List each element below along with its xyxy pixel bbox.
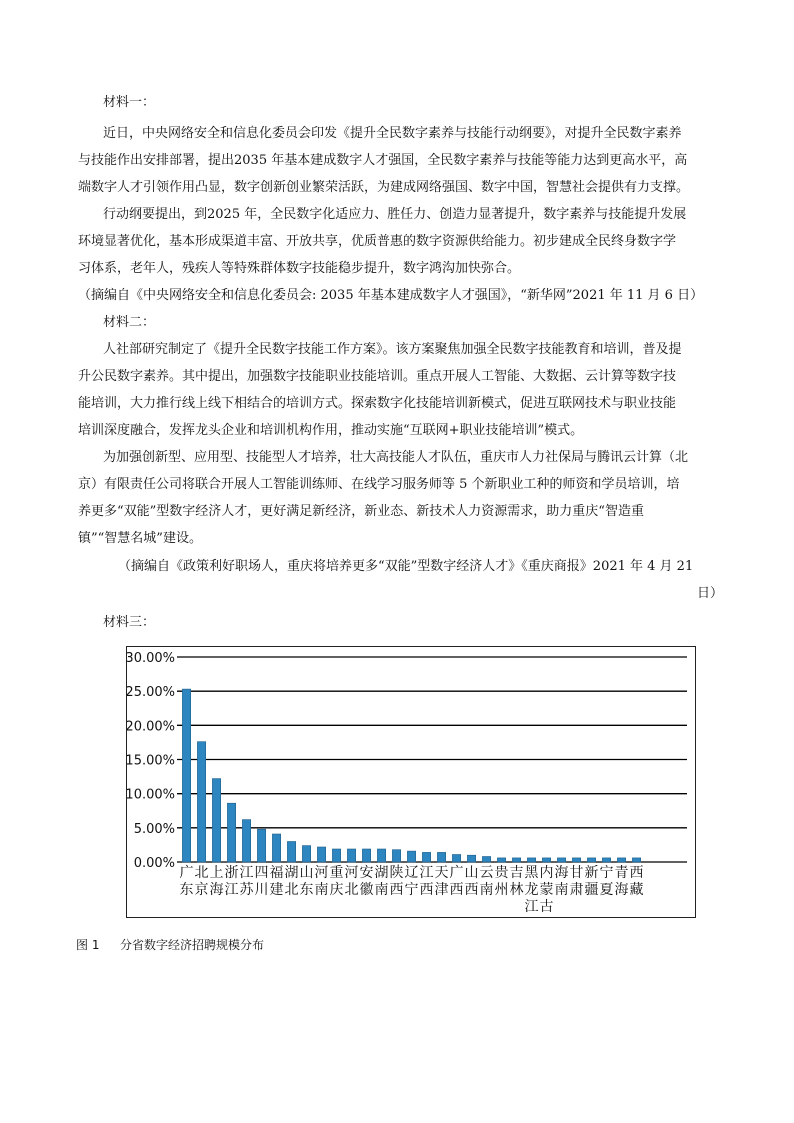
x-tick-label: 陕西 — [389, 865, 404, 898]
y-tick-label: 5.00% — [133, 821, 175, 837]
figure-number: 图 1 — [76, 938, 100, 952]
material2-p2-line: 为加强创新型、应用型、技能型人才培养，壮大高技能人才队伍，重庆市人力社保局与腾讯云计算（北 — [103, 450, 689, 465]
bar-北京 — [197, 742, 205, 862]
x-tick-label: 福建 — [269, 865, 284, 898]
recruitment-bar-chart — [127, 647, 695, 917]
x-tick-label: 黑龙江 — [524, 865, 539, 915]
bar-云南 — [482, 857, 490, 863]
material2-p2-line: 养更多“双能”型数字经济人才，更好满足新经济，新业态、新技术人力资源需求，助力重庆“智造重 — [78, 504, 644, 519]
material2-p1-line: 升公民数字素养。其中提出，加强数字技能职业技能培训。重点开展人工智能、大数据、云计算等数字技 — [78, 369, 677, 384]
bar-河北 — [347, 849, 355, 862]
material2-p1-line: 能培训，大力推行线上线下相结合的培训方式。探索数字化技能培训新模式，促进互联网技术与职业技能 — [78, 396, 677, 411]
x-tick-label: 吉林 — [509, 865, 524, 898]
bar-山西 — [467, 855, 475, 862]
bar-辽宁 — [407, 851, 415, 862]
x-tick-label: 四川 — [254, 865, 269, 898]
x-tick-label: 安徽 — [359, 865, 374, 898]
bar-宁夏 — [602, 858, 610, 862]
x-tick-label: 辽宁 — [404, 865, 419, 898]
x-tick-label: 北京 — [194, 865, 209, 898]
bar-内蒙古 — [542, 858, 550, 862]
bar-福建 — [272, 834, 280, 862]
x-tick-label: 湖南 — [374, 865, 389, 898]
x-tick-label: 山西 — [464, 865, 479, 898]
material2-p2-line: 京）有限责任公司将联合开展人工智能训练师、在线学习服务师等 5 个新职业工种的师资和学员培训，培 — [78, 477, 680, 492]
x-tick-label: 广西 — [449, 865, 464, 898]
bar-天津 — [437, 852, 445, 862]
material1-p1-line: 与技能作出安排部署，提出2035 年基本建成数字人才强国，全民数字素养与技能等能力达到更高水平，高 — [78, 153, 688, 168]
x-tick-label: 河北 — [344, 865, 359, 898]
y-tick-label: 25.00% — [127, 685, 175, 701]
x-tick-label: 广东 — [179, 865, 194, 898]
x-tick-label: 内蒙古 — [539, 865, 554, 915]
x-tick-label: 湖北 — [284, 865, 299, 898]
y-tick-label: 30.00% — [127, 651, 175, 666]
x-tick-label: 西藏 — [629, 865, 644, 898]
material2-source-end: 日） — [697, 586, 724, 601]
x-tick-label: 山东 — [299, 865, 314, 898]
material2-heading: 材料二： — [103, 315, 156, 330]
bar-广东 — [182, 689, 190, 862]
material1-heading: 材料一： — [103, 95, 156, 110]
bar-山东 — [302, 846, 310, 862]
material2-p1-line: 培训深度融合，发挥龙头企业和培训机构作用，推动实施“互联网+职业技能培训”模式。 — [78, 423, 584, 438]
material2-p1-line: 人社部研究制定了《提升全民数字技能工作方案》。该方案聚焦加强全民数字技能教育和培训，普及提 — [103, 342, 682, 357]
bar-重庆 — [332, 849, 340, 862]
chart-frame — [126, 646, 696, 918]
bar-安徽 — [362, 849, 370, 862]
x-tick-label: 重庆 — [329, 865, 344, 898]
figure-caption: 分省数字经济招聘规模分布 — [120, 938, 265, 952]
x-tick-label: 浙江 — [224, 865, 239, 898]
bar-上海 — [212, 779, 220, 862]
x-tick-label: 江西 — [419, 865, 434, 898]
bar-广西 — [452, 855, 460, 863]
bar-河南 — [317, 847, 325, 862]
material1-p1-line: 端数字人才引领作用凸显，数字创新创业繁荣活跃，为建成网络强国、数字中国，智慧社会提供有力支撑。 — [78, 180, 690, 195]
bar-吉林 — [512, 858, 520, 862]
x-tick-label: 河南 — [314, 865, 329, 898]
bar-湖北 — [287, 842, 295, 863]
bar-贵州 — [497, 858, 505, 862]
bar-江西 — [422, 852, 430, 862]
x-tick-label: 上海 — [209, 865, 224, 898]
x-tick-label: 江苏 — [239, 865, 254, 898]
x-tick-label: 云南 — [479, 865, 494, 898]
x-tick-label: 天津 — [434, 865, 449, 898]
y-tick-label: 10.00% — [127, 787, 175, 803]
bar-黑龙江 — [527, 858, 535, 862]
bar-江苏 — [242, 820, 250, 862]
material2-p2-line: 镇”“智慧名城”建设。 — [78, 531, 202, 546]
bar-四川 — [257, 829, 265, 862]
x-tick-label: 贵州 — [494, 865, 509, 898]
x-tick-label: 甘肃 — [569, 865, 584, 898]
bar-湖南 — [377, 849, 385, 862]
material1-p2-line: 行动纲要提出，到2025 年，全民数字化适应力、胜任力、创造力显著提升，数字素养与技能提升发展 — [103, 207, 687, 222]
material3-heading: 材料三： — [103, 615, 156, 630]
material1-source: （摘编自《中央网络安全和信息化委员会: 2035 年基本建成数字人才强国》，“新华网”2021 年 11 月 6 日） — [78, 288, 704, 303]
bar-甘肃 — [572, 858, 580, 862]
x-tick-label: 宁夏 — [599, 865, 614, 898]
bar-青海 — [617, 858, 625, 862]
bar-浙江 — [227, 803, 235, 862]
bar-海南 — [557, 858, 565, 862]
bar-新疆 — [587, 858, 595, 862]
x-tick-label: 新疆 — [584, 865, 599, 898]
y-tick-label: 15.00% — [127, 753, 175, 769]
x-tick-label: 海南 — [554, 865, 569, 898]
bar-陕西 — [392, 850, 400, 862]
material1-p2-line: 习体系，老年人，残疾人等特殊群体数字技能稳步提升，数字鸿沟加快弥合。 — [78, 261, 521, 276]
y-tick-label: 0.00% — [133, 856, 175, 871]
material2-source: （摘编自《政策利好职场人，重庆将培养更多“双能”型数字经济人才》《重庆商报》2021 年 4 月 21 — [118, 559, 694, 574]
material1-p1-line: 近日，中央网络安全和信息化委员会印发《提升全民数字素养与技能行动纲要》，对提升全民数字素养 — [103, 126, 682, 141]
bar-西藏 — [632, 858, 640, 862]
y-tick-label: 20.00% — [127, 719, 175, 735]
x-tick-label: 青海 — [614, 865, 629, 898]
material1-p2-line: 环境显著优化，基本形成渠道丰富、开放共享，优质普惠的数字资源供给能力。初步建成全民终身数字学 — [78, 234, 677, 249]
